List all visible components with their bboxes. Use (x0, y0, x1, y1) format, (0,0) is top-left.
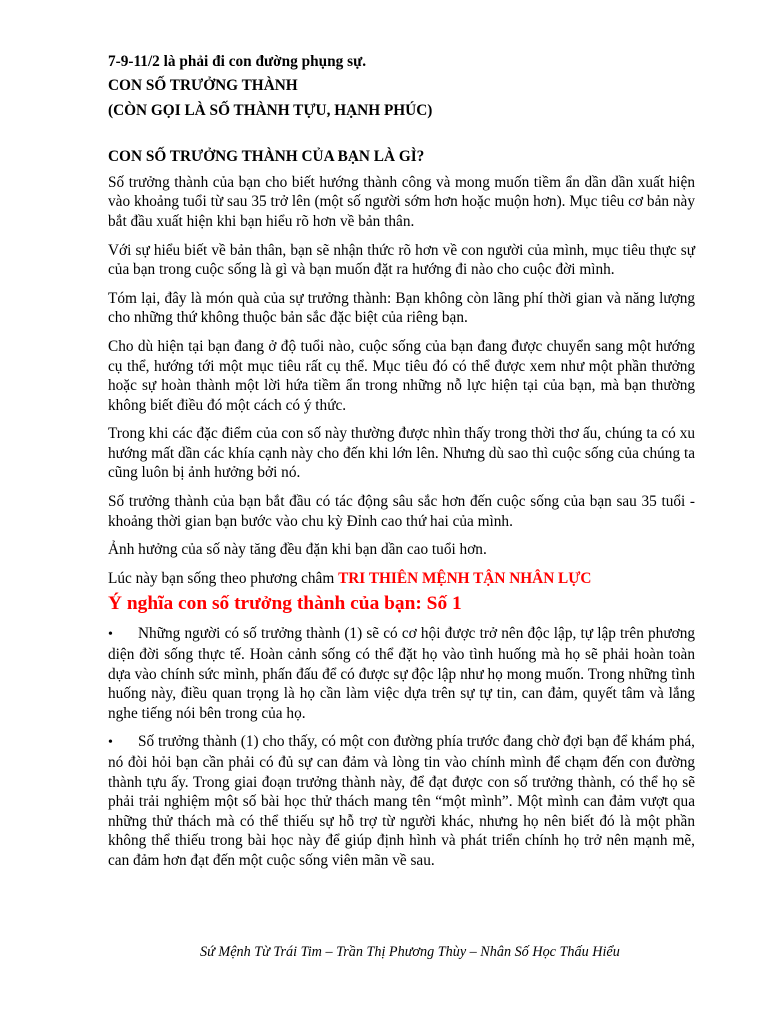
paragraph: Trong khi các đặc điểm của con số này thường được nhìn thấy trong thời thơ ấu, chúng ta có xu hướng mất dần các khía cạnh này cho đến khi lớn lên. Nhưng dù sao thì cuộc sống của chúng ta cũng luôn bị ảnh hưởng bởi nó. (108, 425, 695, 482)
motto-line (108, 569, 695, 589)
paragraph: Ảnh hưởng của số này tăng đều đặn khi bạn dần cao tuổi hơn. (108, 541, 487, 559)
header-line-1: 7-9-11/2 là phải đi con đường phụng sự. (108, 53, 367, 70)
paragraph: Số trưởng thành của bạn bắt đầu có tác động sâu sắc hơn đến cuộc sống của bạn sau 35 tuổi - khoảng thời gian bạn bước vào chu kỳ Đỉnh cao thứ hai của mình. (108, 493, 695, 530)
bullet-icon: • (108, 627, 113, 643)
paragraph: Số trưởng thành của bạn cho biết hướng thành công và mong muốn tiềm ẩn dần dần xuất hiện vào khoảng tuổi từ sau 35 trở lên (một số người sớm hơn hoặc muộn hơn). Mục tiêu cơ bản này bắt đầu xuất hiện khi bạn hiểu rõ hơn về bản thân. (108, 173, 695, 230)
header-subtitle: (CÒN GỌI LÀ SỐ THÀNH TỰU, HẠNH PHÚC) (108, 101, 433, 119)
bullet-item (108, 624, 695, 723)
header-title: CON SỐ TRƯỞNG THÀNH (108, 77, 298, 95)
bullet-text: Những người có số trưởng thành (1) sẽ có cơ hội được trở nên độc lập, tự lập trên phương diện đời sống thực tế. Hoàn cảnh sống có thể đặt họ vào tình huống mà họ sẽ phải hoàn toàn dựa vào chính sức mình, phấn đấu để có được sự độc lập như họ mong muốn. Trong những tình huống này, điều quan trọng là họ cần làm việc dựa trên sự tự tin, can đảm, quyết tâm và lắng nghe tiếng nói bên trong của họ. (108, 625, 695, 722)
paragraph: Với sự hiểu biết về bản thân, bạn sẽ nhận thức rõ hơn về con người của mình, mục tiêu thực sự của bạn trong cuộc sống là gì và bạn muốn đặt ra hướng đi nào cho cuộc đời mình. (108, 241, 695, 279)
bullet-text: Số trưởng thành (1) cho thấy, có một con đường phía trước đang chờ đợi bạn để khám phá, nó đòi hỏi bạn cần phải có đủ sự can đảm và lòng tin vào chính mình để chạm đến con đường thành tựu ấy. Trong giai đoạn trưởng thành này, để đạt được con số trưởng thành, có thể họ sẽ phải trải nghiệm một số bài học thử thách mang tên “một mình”. Một mình can đảm vượt qua những thử thách mà có thể thiếu sự hỗ trợ từ người khác, nhưng họ nên biết đó là một phần không thể thiếu trong bài học này để giúp định hình và phát triển chính họ trở nên mạnh mẽ, can đảm hơn đạt đến một cuộc sống viên mãn về sau. (108, 733, 695, 869)
paragraph: Cho dù hiện tại bạn đang ở độ tuổi nào, cuộc sống của bạn đang được chuyển sang một hướng cụ thể, hướng tới một mục tiêu rất cụ thể. Mục tiêu đó có thể được xem như một phần thưởng hoặc sự hoàn thành một lời hứa tiềm ẩn trong những nỗ lực hiện tại của bạn, mà bạn thường không biết điều đó một cách có ý thức. (108, 337, 695, 414)
paragraph: Tóm lại, đây là món quà của sự trưởng thành: Bạn không còn lãng phí thời gian và năng lượng cho những thứ không thuộc bản sắc đặc biệt của riêng bạn. (108, 289, 695, 327)
spacer (108, 120, 695, 147)
page-footer: Sứ Mệnh Từ Trái Tim – Trần Thị Phương Thùy – Nhân Số Học Thấu Hiểu (200, 944, 620, 960)
bullet-item (108, 732, 695, 870)
document-page (108, 52, 695, 880)
meaning-heading: Ý nghĩa con số trưởng thành của bạn: Số 1 (108, 593, 462, 615)
motto-highlight: TRI THIÊN MỆNH TẬN NHÂN LỰC (338, 569, 592, 587)
motto-prefix: Lúc này bạn sống theo phương châm (108, 569, 339, 587)
section-question: CON SỐ TRƯỞNG THÀNH CỦA BẠN LÀ GÌ? (108, 148, 425, 166)
bullet-icon: • (108, 735, 113, 751)
